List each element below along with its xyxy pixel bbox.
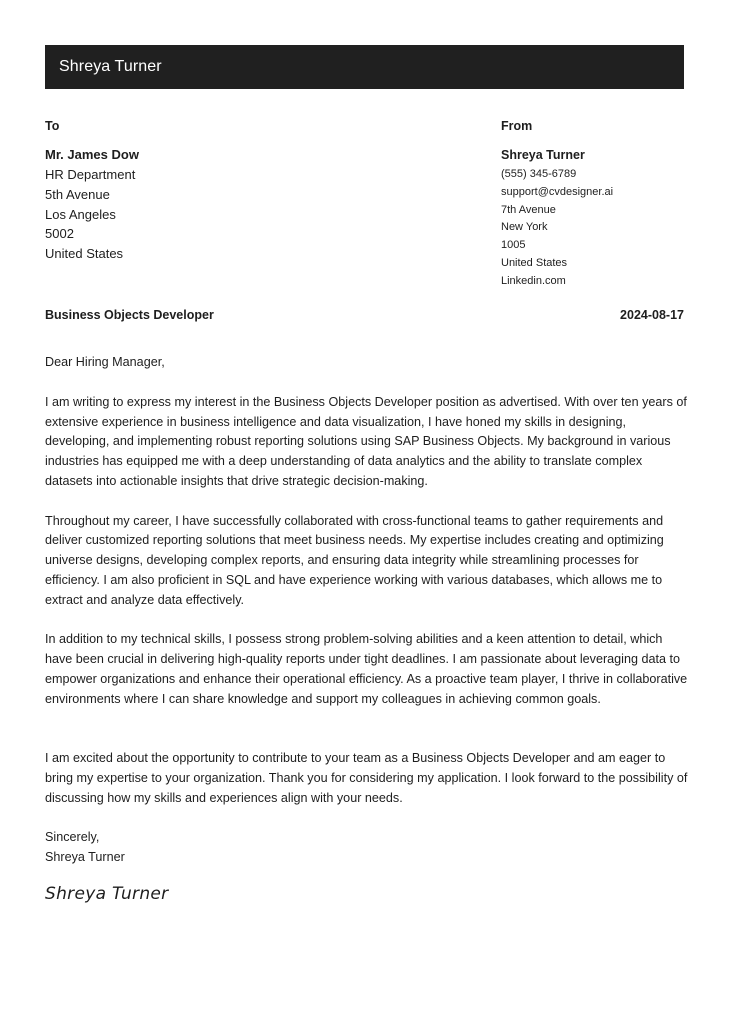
sender-website: Linkedin.com xyxy=(501,274,566,287)
sender-street: 7th Avenue xyxy=(501,203,556,216)
subject-row xyxy=(45,306,684,324)
recipient-name: Mr. James Dow xyxy=(45,147,139,162)
recipient-block xyxy=(45,118,345,264)
sender-city: New York xyxy=(501,221,548,234)
recipient-street: 5th Avenue xyxy=(45,186,110,202)
recipient-city: Los Angeles xyxy=(45,206,116,222)
closing: Sincerely, xyxy=(45,830,100,845)
recipient-label: To xyxy=(45,119,60,133)
sender-postal-code: 1005 xyxy=(501,239,526,252)
sender-country: United States xyxy=(501,256,568,269)
sender-phone: (555) 345-6789 xyxy=(501,168,577,180)
signature: Shreya Turner xyxy=(45,883,169,904)
letter-date: 2024-08-17 xyxy=(620,308,684,322)
recipient-country: United States xyxy=(45,246,124,262)
paragraph: I am excited about the opportunity to contribute to your team as a Business Objects Developer and am eager to bring my expertise to your organization. Thank you for considering my application. I look forward to the possibility of discussing how my skills and experiences align with your needs. xyxy=(45,751,688,805)
recipient-department: HR Department xyxy=(45,167,136,182)
paragraph: I am writing to express my interest in the Business Objects Developer position as advertised. With over ten years of extensive experience in business intelligence and data visualization, I have honed my skills in designing, developing, and implementing robust reporting solutions using SAP Business Objects. My background in various industries has equipped me with a deep understanding of data analytics and the ability to translate complex datasets into actionable insights that drive strategic decision-making. xyxy=(45,394,687,488)
recipient-postal-code: 5002 xyxy=(45,226,74,242)
paragraph: Throughout my career, I have successfully collaborated with cross-functional teams to gather requirements and deliver customized reporting solutions that meet business needs. My expertise includes creating and optimizing universe designs, developing complex reports, and ensuring data integrity while streamlining processes for efficiency. I am also proficient in SQL and have experience working with various databases, which allows me to extract and analyze data effectively. xyxy=(45,513,664,607)
paragraph: In addition to my technical skills, I possess strong problem-solving abilities and a keen attention to detail, which have been crucial in delivering high-quality reports under tight deadlines. I am passionate about leveraging data to empower organizations and enhance their operational efficiency. As a proactive team player, I thrive in collaborative environments where I can share knowledge and support my colleagues in achieving common goals. xyxy=(45,632,688,706)
letter-body xyxy=(45,353,690,906)
sender-label: From xyxy=(501,119,533,133)
header-bar xyxy=(45,45,684,89)
salutation: Dear Hiring Manager, xyxy=(45,355,165,369)
sender-name: Shreya Turner xyxy=(501,148,585,162)
letter-subject: Business Objects Developer xyxy=(45,308,214,322)
closing-name: Shreya Turner xyxy=(45,850,125,865)
header-name: Shreya Turner xyxy=(59,58,162,75)
sender-email: support@cvdesigner.ai xyxy=(501,185,614,198)
sender-block xyxy=(501,118,691,291)
